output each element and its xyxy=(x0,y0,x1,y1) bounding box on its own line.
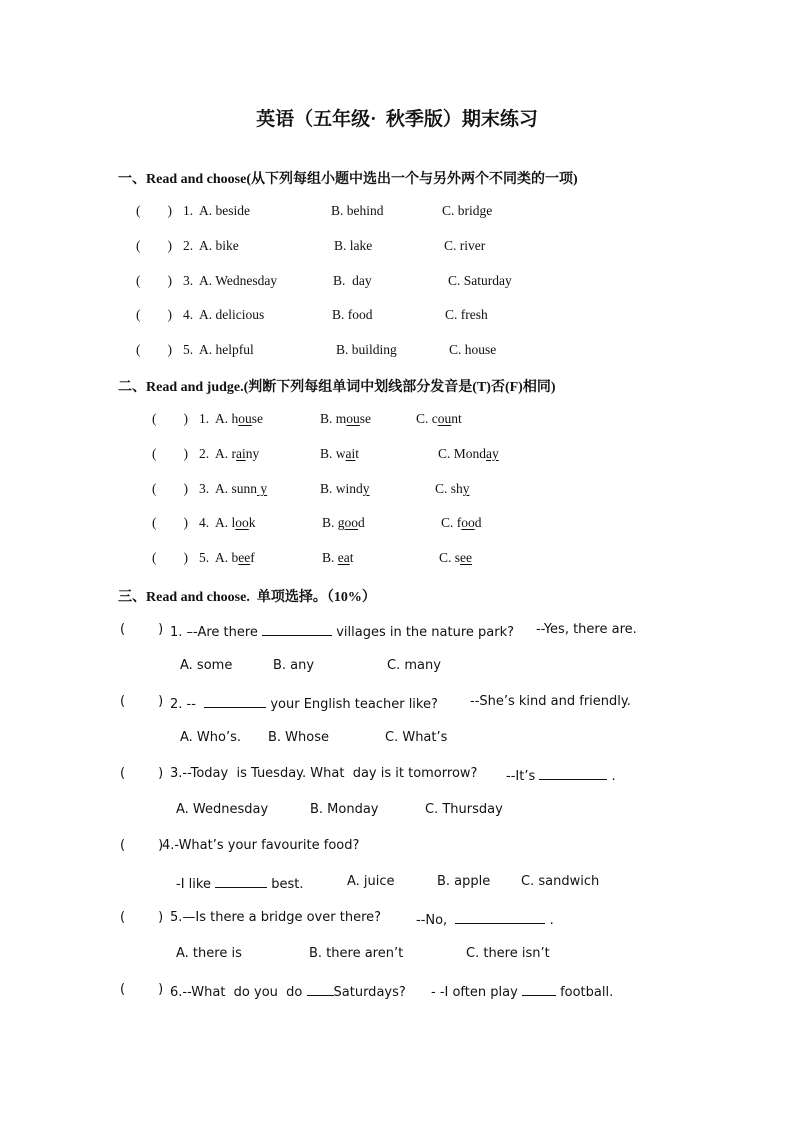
answer-paren[interactable]: ( ) xyxy=(120,838,164,853)
option-a: A. there is xyxy=(176,946,242,961)
fill-blank[interactable] xyxy=(522,982,556,996)
fill-blank[interactable] xyxy=(204,694,266,708)
underlined-letters: oo xyxy=(344,515,359,530)
answer-paren[interactable]: ( ) xyxy=(152,515,188,530)
option-b: B. there aren’t xyxy=(309,946,404,961)
question-number: 1. xyxy=(199,411,210,426)
option-b: B. eat xyxy=(322,550,354,565)
option-c: C. Monday xyxy=(438,446,499,461)
underlined-letters: ou xyxy=(437,411,452,426)
option-c: C. Thursday xyxy=(425,802,503,817)
underlined-letters: ee xyxy=(460,550,472,565)
option-a: A. bike xyxy=(199,238,239,253)
underlined-letters: y xyxy=(362,481,370,496)
option-c: C. fresh xyxy=(445,307,488,322)
option-a: A. beef xyxy=(215,550,255,565)
question-number: 5. xyxy=(199,550,210,565)
option-a: A. beside xyxy=(199,203,250,218)
answer-text: --She’s kind and friendly. xyxy=(470,694,631,709)
option-c: C. river xyxy=(444,238,486,253)
option-b: B. windy xyxy=(320,481,370,496)
question-number: 4. xyxy=(183,307,194,322)
option-b: B. lake xyxy=(334,238,373,253)
section-3-heading: 三、Read and choose. 单项选择。（10%） xyxy=(118,590,376,605)
answer-text: --No, . xyxy=(416,910,554,928)
option-a: A. look xyxy=(215,515,256,530)
answer-paren[interactable]: ( ) xyxy=(120,622,164,637)
option-c: C. see xyxy=(439,550,472,565)
option-a: A. juice xyxy=(347,874,395,889)
option-a: A. rainy xyxy=(215,446,260,461)
answer-paren[interactable]: ( ) xyxy=(136,203,172,218)
answer-text: - -I often play football. xyxy=(431,982,613,1000)
option-c: C. Saturday xyxy=(448,273,512,288)
option-b: B. mouse xyxy=(320,411,372,426)
option-b: B. Whose xyxy=(268,730,330,745)
fill-blank[interactable] xyxy=(262,622,332,636)
option-a: A. Wednesday xyxy=(176,802,269,817)
option-b: B. wait xyxy=(320,446,360,461)
answer-paren[interactable]: ( ) xyxy=(152,446,188,461)
option-a: A. Who’s. xyxy=(180,730,242,745)
option-c: C. many xyxy=(387,658,441,673)
option-a: A. some xyxy=(180,658,233,673)
underlined-letters: y xyxy=(257,481,268,496)
fill-blank[interactable] xyxy=(307,982,334,996)
question-number: 2. xyxy=(199,446,210,461)
section-2-heading: 二、Read and judge.(判断下列每组单词中划线部分发音是(T)否(F)相同) xyxy=(118,380,556,395)
underlined-letters: ee xyxy=(238,550,251,565)
underlined-letters: ay xyxy=(486,446,499,461)
option-c: C. bridge xyxy=(442,203,493,218)
option-b: B. food xyxy=(332,307,373,322)
answer-paren[interactable]: ( ) xyxy=(136,307,172,322)
option-a: A. house xyxy=(215,411,263,426)
option-b: B. Monday xyxy=(310,802,379,817)
option-b: B. behind xyxy=(331,203,384,218)
answer-paren[interactable]: ( ) xyxy=(120,982,164,997)
question-number: 2. xyxy=(183,238,194,253)
option-b: B. building xyxy=(336,342,397,357)
question-text: 6.--What do you do Saturdays? xyxy=(170,982,406,1000)
option-b: B. apple xyxy=(437,874,491,889)
underlined-letters: ou xyxy=(238,411,252,426)
answer-paren[interactable]: ( ) xyxy=(152,481,188,496)
question-text: 3.--Today is Tuesday. What day is it tomorrow? xyxy=(170,766,478,781)
option-a: A. delicious xyxy=(199,307,265,322)
option-b: B. day xyxy=(333,273,372,288)
section-1-heading: 一、Read and choose(从下列每组小题中选出一个与另外两个不同类的一项) xyxy=(118,172,578,187)
answer-paren[interactable]: ( ) xyxy=(120,694,164,709)
page-title: 英语（五年级· 秋季版）期末练习 xyxy=(256,109,538,130)
question-text: 4.-What’s your favourite food? xyxy=(162,838,360,853)
fill-blank[interactable] xyxy=(539,766,607,780)
option-a: A. Wednesday xyxy=(199,273,278,288)
question-number: 3. xyxy=(183,273,194,288)
option-b: B. any xyxy=(273,658,315,673)
option-c: C. count xyxy=(416,411,462,426)
underlined-letters: ai xyxy=(345,446,356,461)
fill-blank[interactable] xyxy=(215,874,267,888)
question-number: 4. xyxy=(199,515,210,530)
option-c: C. food xyxy=(441,515,482,530)
option-a: A. helpful xyxy=(199,342,254,357)
underlined-letters: y xyxy=(462,481,470,496)
question-text: 2. -- your English teacher like? xyxy=(170,694,438,712)
option-c: C. house xyxy=(449,342,497,357)
option-c: C. shy xyxy=(435,481,470,496)
option-a: A. sunn y xyxy=(215,481,268,496)
option-c: C. sandwich xyxy=(521,874,600,889)
answer-paren[interactable]: ( ) xyxy=(136,238,172,253)
underlined-letters: oo xyxy=(235,515,249,530)
question-number: 1. xyxy=(183,203,194,218)
answer-paren[interactable]: ( ) xyxy=(152,411,188,426)
answer-text: --Yes, there are. xyxy=(536,622,637,637)
option-b: B. good xyxy=(322,515,365,530)
answer-paren[interactable]: ( ) xyxy=(120,766,164,781)
underlined-letters: oo xyxy=(461,515,475,530)
question-text: 5.—Is there a bridge over there? xyxy=(170,910,382,925)
answer-text: --It’s . xyxy=(506,766,616,784)
underlined-letters: ea xyxy=(337,550,350,565)
answer-text: -I like best. xyxy=(176,874,304,892)
question-text: 1. –-Are there villages in the nature park? xyxy=(170,622,514,640)
underlined-letters: ai xyxy=(236,446,246,461)
answer-paren[interactable]: ( ) xyxy=(136,273,172,288)
question-number: 5. xyxy=(183,342,194,357)
option-c: C. there isn’t xyxy=(466,946,550,961)
option-c: C. What’s xyxy=(385,730,448,745)
question-number: 3. xyxy=(199,481,210,496)
underlined-letters: ou xyxy=(346,411,360,426)
answer-paren[interactable]: ( ) xyxy=(120,910,164,925)
answer-paren[interactable]: ( ) xyxy=(152,550,188,565)
answer-paren[interactable]: ( ) xyxy=(136,342,172,357)
fill-blank[interactable] xyxy=(455,910,545,924)
